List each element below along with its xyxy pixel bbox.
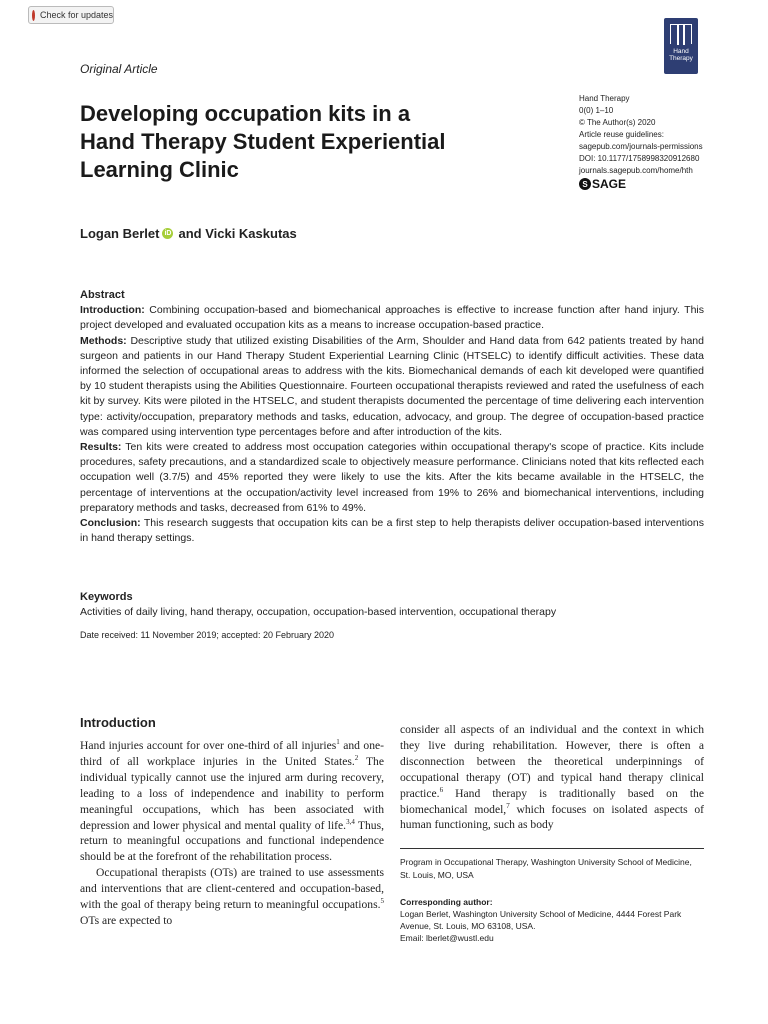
title-line: Hand Therapy Student Experiential xyxy=(80,129,446,154)
paragraph xyxy=(400,722,704,833)
journal-info xyxy=(579,93,703,177)
text-run: Hand injuries account for over one-third of all injuries xyxy=(80,739,337,752)
body-column-left xyxy=(80,738,384,929)
abstract xyxy=(80,288,704,546)
journal-volume: 0(0) 1–10 xyxy=(579,106,614,115)
corresponding-email[interactable]: Email: lberlet@wustl.edu xyxy=(400,933,494,943)
paragraph xyxy=(80,738,384,865)
logo-line: Hand xyxy=(673,48,689,55)
citation[interactable]: 6 xyxy=(439,785,444,794)
section-text: Descriptive study that utilized existing Disabilities of the Arm, Shoulder and Hand data from 642 patients treated by hand surgeon and patients in our Hand Therapy Student Experiential Learning Clinic (HTSELC) to identify difficult activities. These data informed the selection of occupational areas to address with the kits. Biomechanical demands of each kit developed were quantified by 10 student therapists using the Abilities Questionnaire. Fourteen occupational therapists reviewed and rated the usefulness of each kit by survey. Kits were piloted in the HTSELC, and student therapists documented the percentage of time delivering each intervention type: activity/occupation, preparatory methods and tasks, education, advocacy, and group. The degree of occupation-based practice was compared using intervention type percentages before and after introduction of the kits. xyxy=(80,334,704,438)
journal-logo xyxy=(664,18,698,74)
authors xyxy=(80,226,297,241)
check-for-updates-label: Check for updates xyxy=(39,10,113,20)
citation[interactable]: 2 xyxy=(354,754,359,763)
text-run: and one-third of all workplace injuries in the United States. xyxy=(80,739,385,768)
section-text: This research suggests that occupation kits can be a first step to help therapists deliver occupation-based interventions in hand therapy settings. xyxy=(80,517,704,545)
dates-received: Date received: 11 November 2019; accepted: 20 February 2020 xyxy=(80,630,334,640)
keywords-list: Activities of daily living, hand therapy, occupation, occupation-based intervention, occupational therapy xyxy=(80,606,557,618)
section-text: Combining occupation-based and biomechanical approaches is effective to increase function after hand injury. This project developed and evaluated occupation kits as a means to increase occupation-based practice. xyxy=(80,304,704,332)
journal-name: Hand Therapy xyxy=(579,94,630,103)
hand-logo-icon xyxy=(670,24,692,44)
text-run: The individual typically cannot use the injured arm during recovery, leading to a loss of independence and inability to perform meaningful occupations, which has been associated with depression and lower physical and mental quality of life. xyxy=(80,754,385,832)
corresponding-author xyxy=(400,896,704,944)
abstract-methods xyxy=(80,334,704,440)
text-run: consider all aspects of an individual and the context in which they live during rehabilitation. However, there is often a disconnection between the theoretical underpinnings of occupational therapy (OT) and typical hand therapy clinical practice. xyxy=(400,723,704,800)
permissions-link[interactable]: sagepub.com/journals-permissions xyxy=(579,142,703,151)
section-label: Conclusion: xyxy=(80,517,141,530)
paragraph xyxy=(80,865,384,929)
section-label: Results: xyxy=(80,441,122,454)
text-run: Occupational therapists (OTs) are trained to use assessments and interventions that are client-centered and occupation-based, with the goal of therapy being return to meaningful occupations. xyxy=(80,866,384,912)
title-line: Learning Clinic xyxy=(80,157,239,182)
section-text: Ten kits were created to address most occupation categories within occupational therapy's scope of practice. Kits include procedures, safety precautions, and a standardized scale to objectively measure performance. Clinicians noted that kits reflected each occupation well (3.7/5) and 45% reported they were likely to use the kits. After the kits became available in the HTSELC, the percentage of interventions at the occupation/activity level increased from 19% to 26% and biomechanical interventions, including preparatory methods and tasks, decreased from 61% to 49%. xyxy=(80,441,704,514)
citation[interactable]: 5 xyxy=(380,897,384,906)
text-run: which focuses on isolated aspects of human functioning, such as body xyxy=(400,802,704,832)
title-line: Developing occupation kits in a xyxy=(80,101,411,126)
section-heading: Introduction xyxy=(80,715,156,730)
section-label: Methods: xyxy=(80,334,127,347)
check-for-updates-button[interactable] xyxy=(28,6,114,24)
text-run: Hand therapy is traditionally based on the biomechanical model, xyxy=(400,786,704,816)
body-column-right xyxy=(400,722,704,833)
section-label: Introduction: xyxy=(80,304,145,317)
author-name[interactable]: and Vicki Kaskutas xyxy=(178,226,297,241)
abstract-heading: Abstract xyxy=(80,289,125,301)
sage-icon: S xyxy=(579,178,591,190)
citation[interactable]: 3,4 xyxy=(346,817,355,826)
abstract-conclusion xyxy=(80,516,704,546)
journal-home-link[interactable]: journals.sagepub.com/home/hth xyxy=(579,166,693,175)
article-type: Original Article xyxy=(80,62,158,76)
affiliation: Program in Occupational Therapy, Washington University School of Medicine, St. Louis, MO, USA xyxy=(400,857,692,880)
reuse-guidelines: Article reuse guidelines: xyxy=(579,130,664,139)
citation[interactable]: 1 xyxy=(336,738,340,747)
logo-line: Therapy xyxy=(669,55,693,62)
publisher-name: SAGE xyxy=(592,177,627,191)
text-run: OTs are expected to xyxy=(80,913,173,927)
citation[interactable]: 7 xyxy=(506,801,510,810)
text-run: Thus, return to meaningful occupations and functional independence should be at the forefront of the rehabilitation process. xyxy=(80,818,384,864)
corresponding-address: Logan Berlet, Washington University School of Medicine, 4444 Forest Park Avenue, St. Louis, MO 63108, USA. xyxy=(400,909,682,931)
corresponding-heading: Corresponding author: xyxy=(400,897,493,907)
doi-link[interactable]: DOI: 10.1177/1758998320912680 xyxy=(579,154,700,163)
crossmark-icon xyxy=(32,10,35,21)
keywords xyxy=(80,590,704,620)
abstract-introduction xyxy=(80,303,704,333)
author-name[interactable]: Logan Berlet xyxy=(80,226,160,241)
footnote-divider xyxy=(400,848,704,849)
article-title xyxy=(80,100,500,184)
journal-copyright: © The Author(s) 2020 xyxy=(579,118,656,127)
abstract-results xyxy=(80,440,704,516)
publisher-logo xyxy=(579,177,626,191)
orcid-icon[interactable]: iD xyxy=(164,230,172,237)
keywords-heading: Keywords xyxy=(80,591,133,603)
